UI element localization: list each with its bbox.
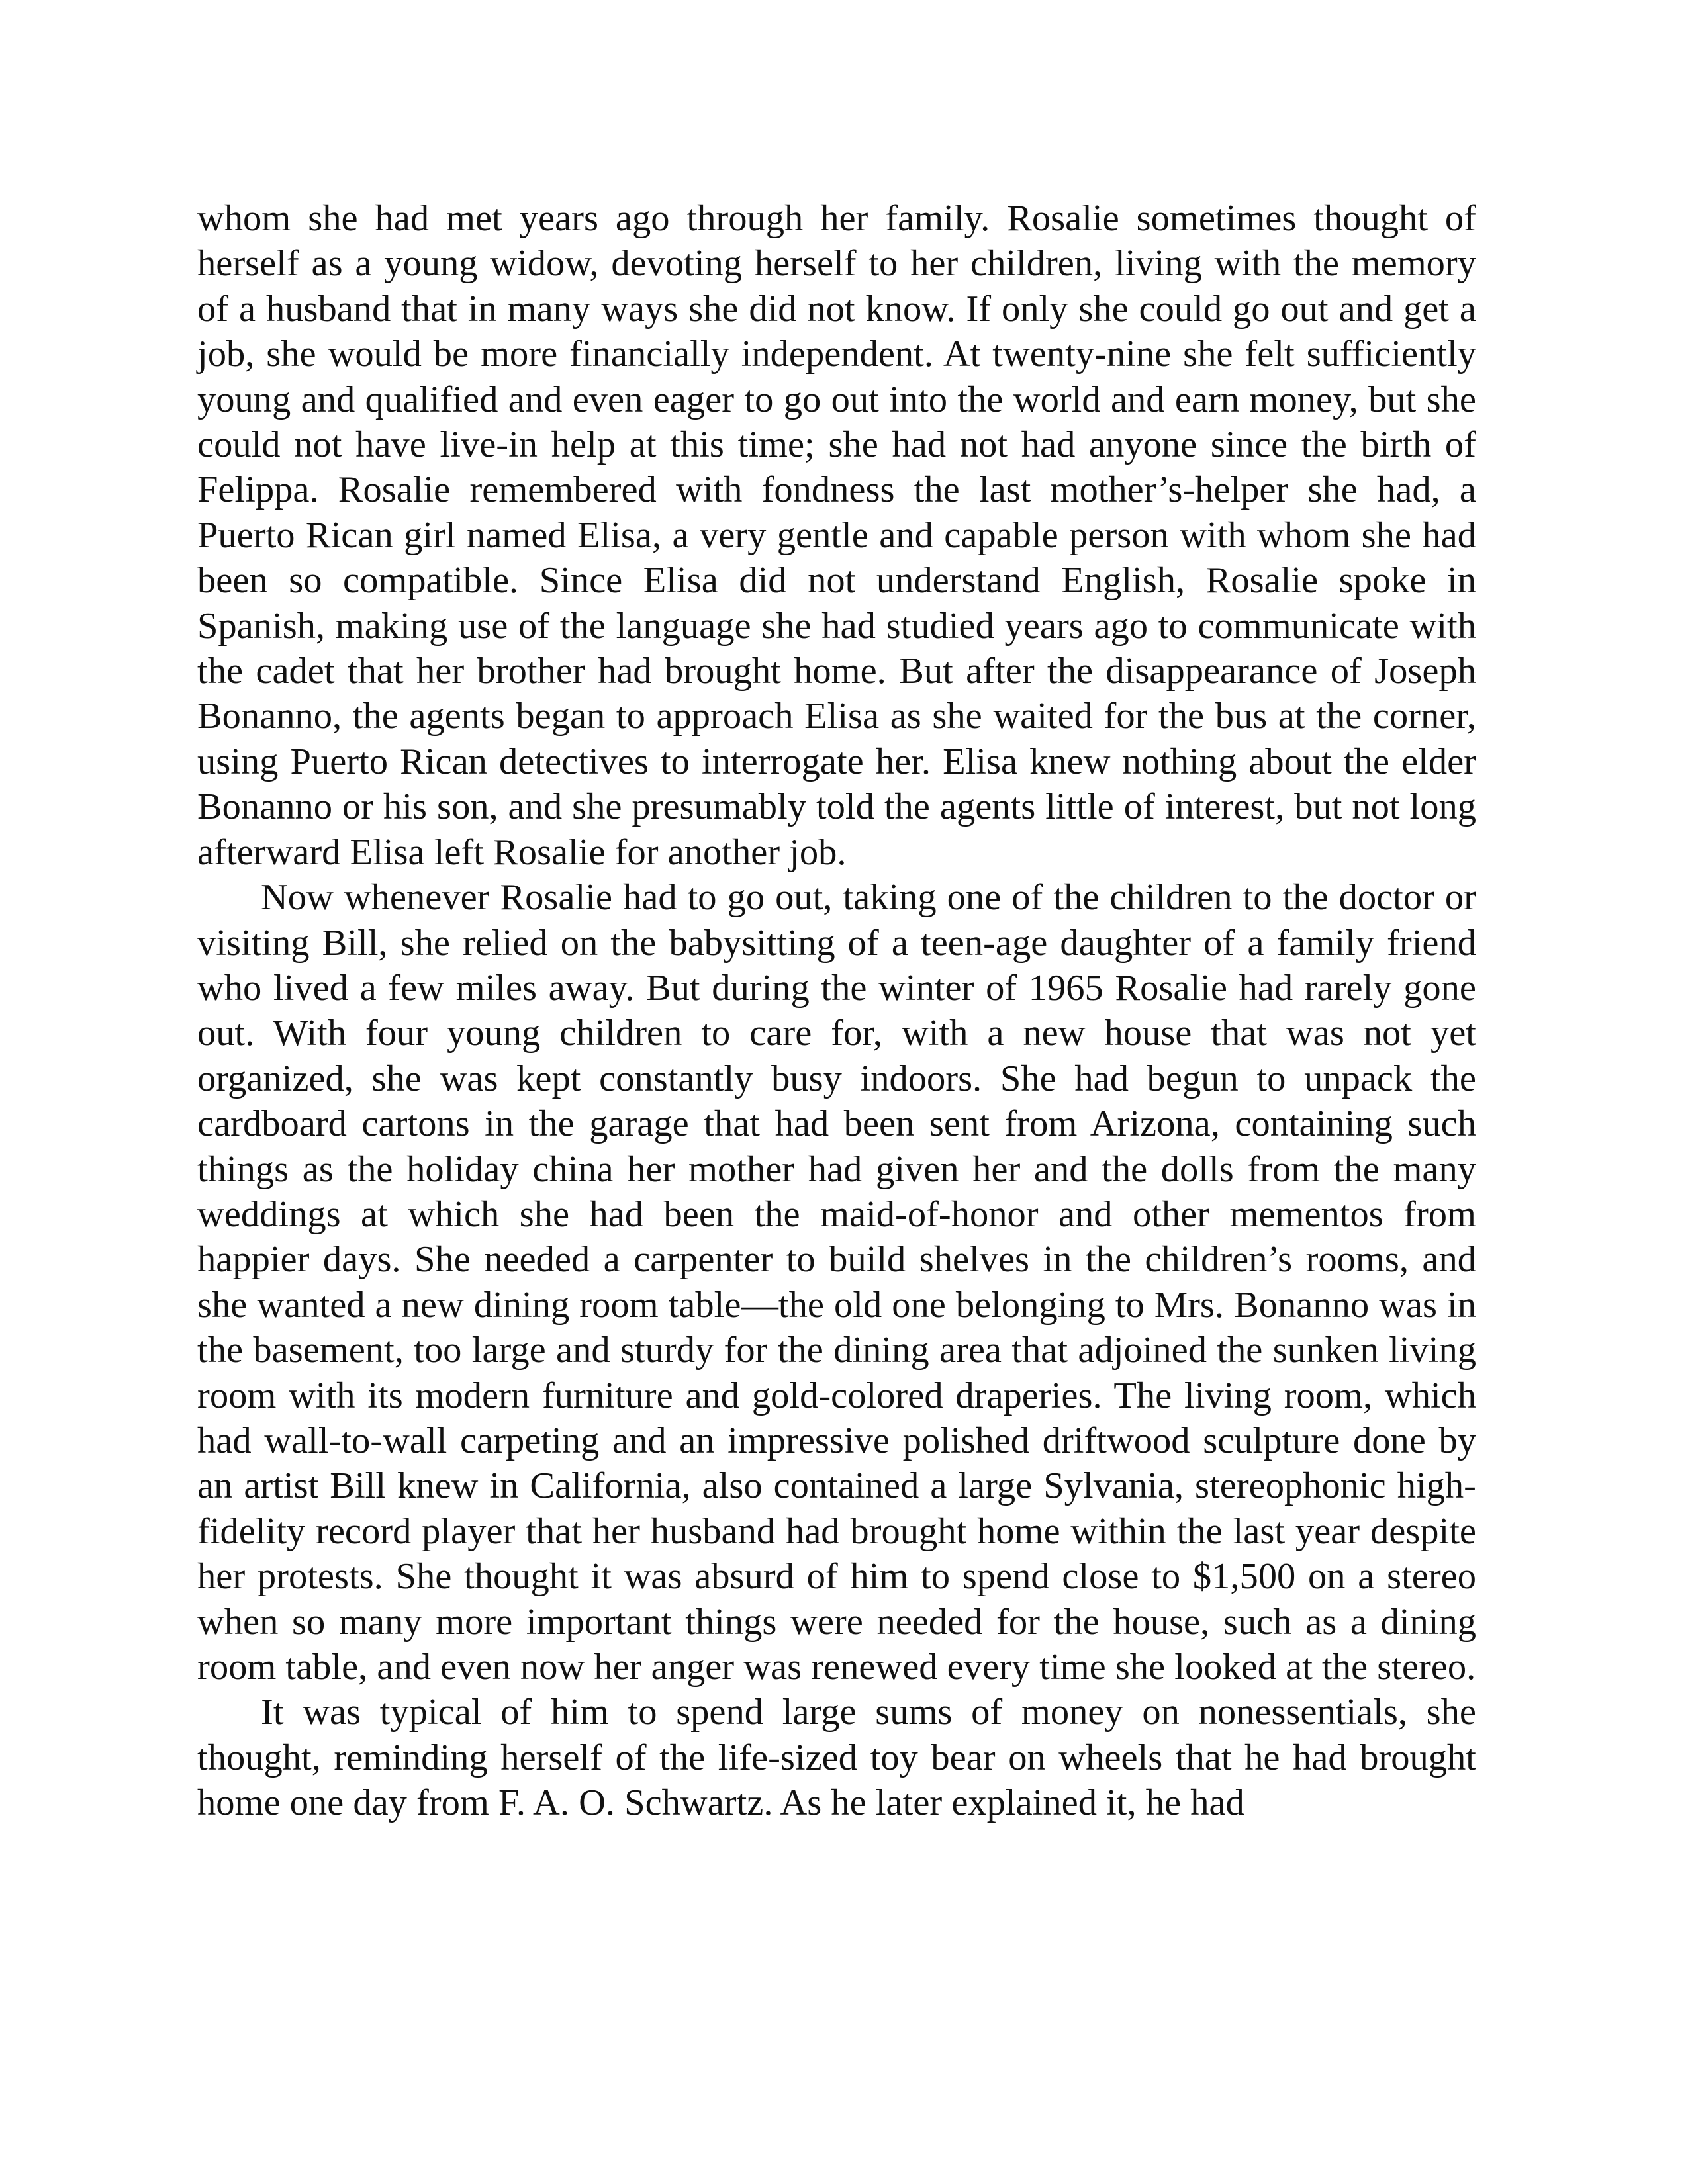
paragraph-3: It was typical of him to spend large sums of money on nonessentials, she thought, reminding herself of the life-sized toy bear on wheels that he had brought home one day from F. A. O. Schwartz. As he later explained it, he had bbox=[197, 1692, 1476, 1824]
page-body bbox=[197, 196, 1476, 1826]
paragraph-1: whom she had met years ago through her family. Rosalie sometimes thought of herself as a young widow, devoting herself to her children, living with the memory of a husband that in many ways she did not know. If only she could go out and get a job, she would be more financially independent. At twenty-nine she felt sufficiently young and qualified and even eager to go out into the world and earn money, but she could not have live-in help at this time; she had not had anyone since the birth of Felippa. Rosalie remembered with fondness the last mother’s-helper she had, a Puerto Rican girl named Elisa, a very gentle and capable person with whom she had been so compatible. Since Elisa did not understand English, Rosalie spoke in Spanish, making use of the language she had studied years ago to communicate with the cadet that her brother had brought home. But after the disappearance of Joseph Bonanno, the agents began to approach Elisa as she waited for the bus at the corner, using Puerto Rican detectives to interrogate her. Elisa knew nothing about the elder Bonanno or his son, and she presumably told the agents little of interest, but not long afterward Elisa left Rosalie for another job. bbox=[197, 198, 1476, 873]
paragraph-2: Now whenever Rosalie had to go out, taking one of the children to the doctor or visiting Bill, she relied on the babysitting of a teen-age daughter of a family friend who lived a few miles away. But during the winter of 1965 Rosalie had rarely gone out. With four young children to care for, with a new house that was not yet organized, she was kept constantly busy indoors. She had begun to unpack the cardboard cartons in the garage that had been sent from Arizona, containing such things as the holiday china her mother had given her and the dolls from the many weddings at which she had been the maid-of-honor and other mementos from happier days. She needed a carpenter to build shelves in the children’s rooms, and she wanted a new dining room table—the old one belonging to Mrs. Bonanno was in the basement, too large and sturdy for the dining area that adjoined the sunken living room with its modern furniture and gold-colored draperies. The living room, which had wall-to-wall carpeting and an impressive polished driftwood sculpture done by an artist Bill knew in California, also contained a large Sylvania, stereophonic high-fidelity record player that her husband had brought home within the last year despite her protests. She thought it was absurd of him to spend close to $1,500 on a stereo when so many more important things were needed for the house, such as a dining room table, and even now her anger was renewed every time she looked at the stereo. bbox=[197, 877, 1476, 1688]
